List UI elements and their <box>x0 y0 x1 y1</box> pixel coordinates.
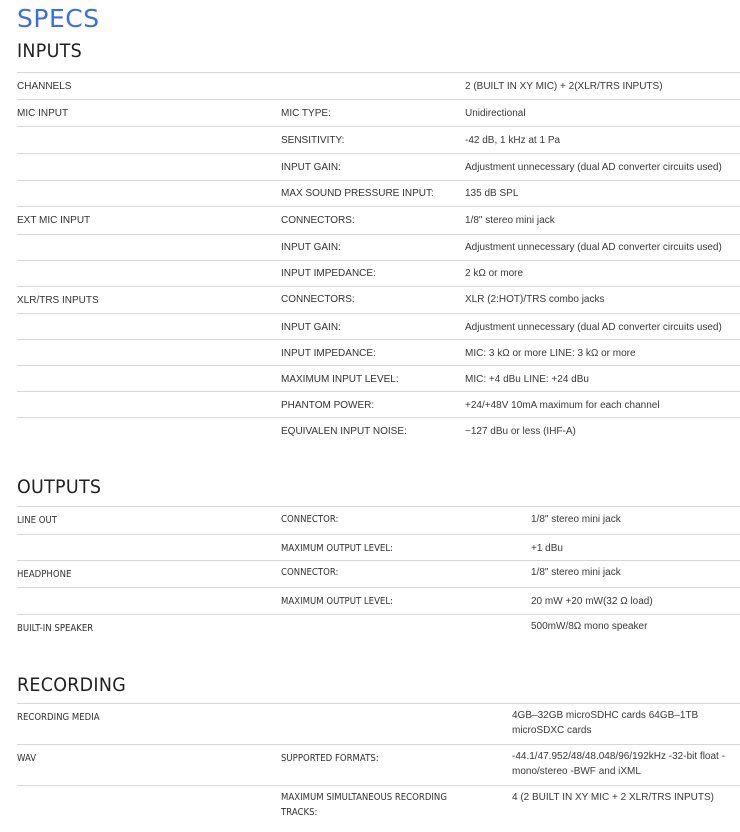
spec-group: LINE OUT <box>17 515 58 526</box>
table-row <box>17 614 740 654</box>
spec-value: MIC: +4 dBu LINE: +24 dBu <box>465 374 589 385</box>
table-row <box>17 785 740 831</box>
spec-value: −127 dBu or less (IHF-A) <box>465 426 576 437</box>
spec-label: INPUT GAIN: <box>281 322 341 333</box>
table-row <box>17 587 740 614</box>
spec-group: WAV <box>17 753 37 764</box>
table-row <box>17 365 740 391</box>
section-title-inputs: INPUTS <box>17 40 83 62</box>
spec-label: INPUT IMPEDANCE: <box>281 268 376 279</box>
outputs-table <box>17 506 740 654</box>
spec-label: CONNECTOR: <box>281 514 339 525</box>
spec-value: XLR (2:HOT)/TRS combo jacks <box>465 294 605 305</box>
page-title: SPECS <box>17 4 100 33</box>
spec-value: Adjustment unnecessary (dual AD converter circuits used) <box>465 242 722 253</box>
table-row <box>17 391 740 417</box>
spec-value: Adjustment unnecessary (dual AD converter circuits used) <box>465 322 722 333</box>
spec-group: BUILT-IN SPEAKER <box>17 623 94 634</box>
table-row <box>17 99 740 126</box>
table-row <box>17 180 740 206</box>
spec-label: PHANTOM POWER: <box>281 400 375 411</box>
spec-value: 4 (2 BUILT IN XY MIC + 2 XLR/TRS INPUTS) <box>512 792 714 803</box>
inputs-table <box>17 72 740 443</box>
table-row <box>17 126 740 153</box>
spec-value: 20 mW +20 mW(32 Ω load) <box>531 596 653 607</box>
recording-table <box>17 703 740 831</box>
table-row <box>17 260 740 286</box>
spec-label: INPUT GAIN: <box>281 162 341 173</box>
spec-value: +1 dBu <box>531 543 563 554</box>
table-row <box>17 506 740 534</box>
spec-label: SENSITIVITY: <box>281 135 345 146</box>
spec-label: SUPPORTED FORMATS: <box>281 753 379 764</box>
table-row <box>17 313 740 339</box>
spec-value: +24/+48V 10mA maximum for each channel <box>465 400 660 411</box>
spec-group: CHANNELS <box>17 81 72 92</box>
spec-label: MAXIMUM OUTPUT LEVEL: <box>281 596 393 607</box>
spec-value: 2 kΩ or more <box>465 268 524 279</box>
table-row <box>17 234 740 260</box>
spec-label: INPUT IMPEDANCE: <box>281 348 376 359</box>
spec-value: Unidirectional <box>465 108 526 119</box>
spec-value: 4GB–32GB microSDHC cards 64GB–1TB microSDXC cards <box>512 710 699 736</box>
spec-label: MAXIMUM OUTPUT LEVEL: <box>281 543 393 554</box>
spec-value: 1/8" stereo mini jack <box>531 567 621 578</box>
table-row <box>17 560 740 587</box>
table-row <box>17 703 740 744</box>
table-row <box>17 72 740 99</box>
spec-group: MIC INPUT <box>17 108 69 119</box>
table-row <box>17 417 740 443</box>
spec-label: MAXIMUM INPUT LEVEL: <box>281 374 399 385</box>
spec-label: INPUT GAIN: <box>281 242 341 253</box>
section-title-outputs: OUTPUTS <box>17 476 102 498</box>
spec-value: Adjustment unnecessary (dual AD converter circuits used) <box>465 162 722 173</box>
spec-group: EXT MIC INPUT <box>17 215 91 226</box>
spec-group: RECORDING MEDIA <box>17 712 100 723</box>
spec-label: CONNECTOR: <box>281 567 339 578</box>
spec-value: 1/8" stereo mini jack <box>465 215 555 226</box>
table-row <box>17 153 740 180</box>
spec-label: MAX SOUND PRESSURE INPUT: <box>281 188 434 199</box>
spec-group: XLR/TRS INPUTS <box>17 295 99 306</box>
table-row <box>17 744 740 785</box>
spec-value: 1/8" stereo mini jack <box>531 514 621 525</box>
table-row <box>17 534 740 560</box>
section-title-recording: RECORDING <box>17 674 127 696</box>
table-row <box>17 206 740 234</box>
spec-value: MIC: 3 kΩ or more LINE: 3 kΩ or more <box>465 348 636 359</box>
spec-value: 135 dB SPL <box>465 188 519 199</box>
spec-label: CONNECTORS: <box>281 294 355 305</box>
spec-label: EQUIVALEN INPUT NOISE: <box>281 426 407 437</box>
spec-value: 2 (BUILT IN XY MIC) + 2(XLR/TRS INPUTS) <box>465 81 663 92</box>
table-row <box>17 286 740 313</box>
spec-value: -44.1/47.952/48/48.048/96/192kHz -32-bit float -mono/stereo -BWF and iXML <box>512 751 725 777</box>
spec-label: MAXIMUM SIMULTANEOUS RECORDING TRACKS: <box>281 792 447 818</box>
spec-label: MIC TYPE: <box>281 108 331 119</box>
table-row <box>17 339 740 365</box>
spec-label: CONNECTORS: <box>281 215 355 226</box>
spec-value: -42 dB, 1 kHz at 1 Pa <box>465 135 561 146</box>
spec-group: HEADPHONE <box>17 569 72 580</box>
spec-value: 500mW/8Ω mono speaker <box>531 621 648 632</box>
